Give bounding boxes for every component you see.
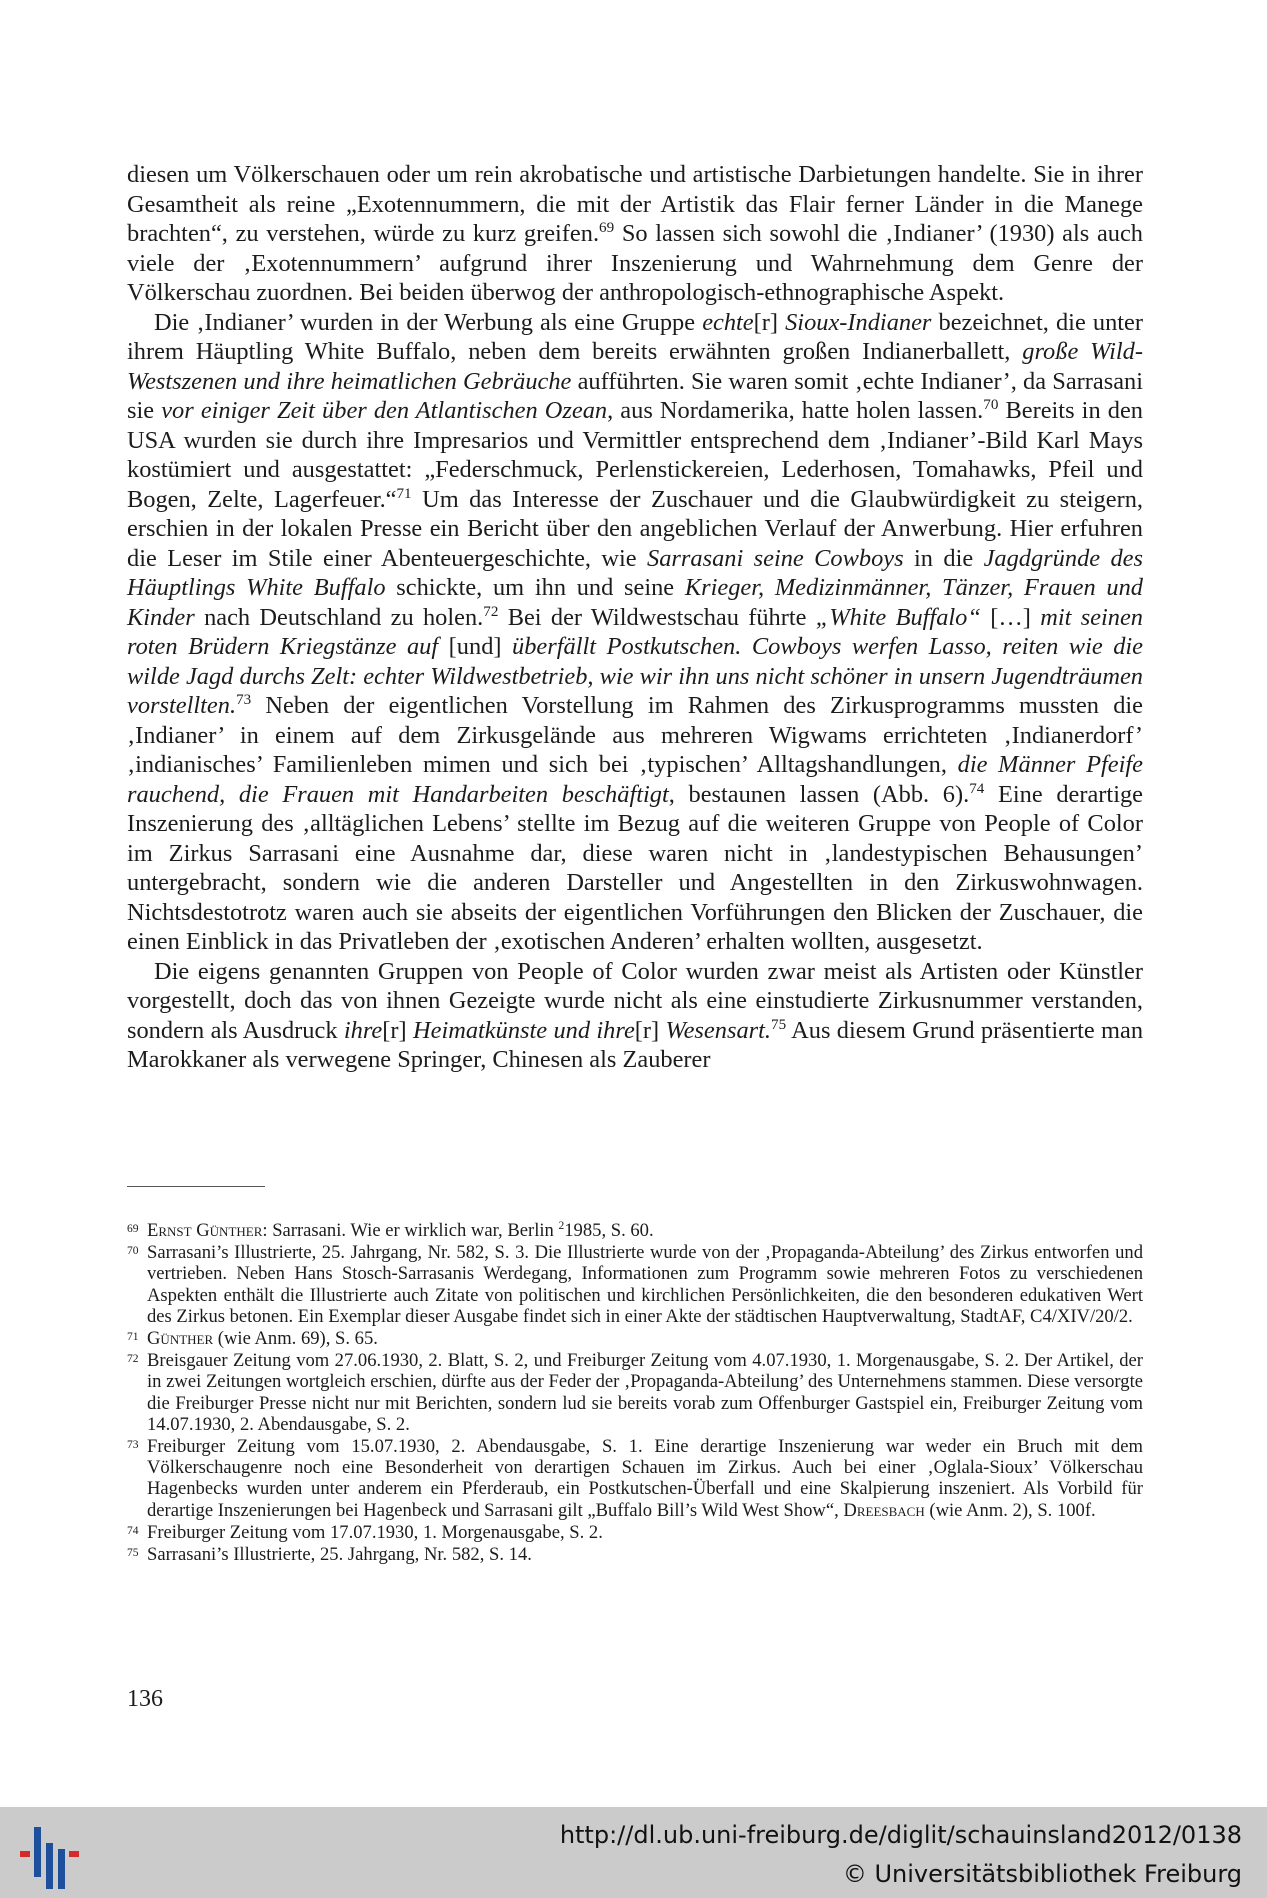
text-run: So lassen sich sowohl die ‚Indianer’ (1930) als auch viele der ‚Exotennummern’ aufgrund ihrer Inszenierung und Wahrnehmung dem Genre der Völkerschau zuordnen. Bei beiden überwog der anthropologisch-ethnographische Aspekt. bbox=[127, 220, 1143, 306]
italic-run: Heimatkünste und ihre bbox=[413, 1016, 635, 1044]
footnote-text: (wie Anm. 2), S. 100f. bbox=[924, 1499, 1096, 1521]
footnote-ref-75[interactable]: 75 bbox=[771, 1016, 787, 1033]
paragraph-3 bbox=[127, 957, 1143, 1075]
footnote-text: Sarrasani’s Illustrierte, 25. Jahrgang, Nr. 582, S. 14. bbox=[147, 1544, 532, 1566]
page-number: 136 bbox=[127, 1686, 163, 1712]
italic-run: vor einiger Zeit über den Atlantischen Ozean bbox=[161, 397, 608, 424]
footnote-number: 74 bbox=[127, 1524, 139, 1537]
author-name: Günther bbox=[147, 1328, 214, 1350]
italic-run: mit seinen roten Brüdern Kriegstänze auf bbox=[127, 603, 1144, 660]
footnote-ref-71[interactable]: 71 bbox=[396, 485, 412, 502]
text-run: nach Deutschland zu holen. bbox=[194, 603, 484, 631]
text-run: diesen um Völkerschauen oder um rein akrobatische und artistische Darbietungen handelte. Sie in ihrer Gesamtheit als reine „Exotennummern, die mit der Artistik das Flair ferner Länder in die Manege brachten“, zu verstehen, würde zu kurz greifen. bbox=[127, 161, 1143, 247]
text-run: [r] bbox=[753, 308, 786, 336]
edition-superscript: 2 bbox=[558, 1219, 565, 1232]
footnote-number: 69 bbox=[127, 1223, 139, 1235]
text-run: bezeichnet, die unter ihrem Häuptling White Buffalo, neben dem bereits erwähnten großen Indianerballett, bbox=[127, 308, 1143, 365]
italic-run: Jagdgründe des Häuptlings White Buffalo bbox=[127, 544, 1144, 601]
footnote-text: 1985, S. 60. bbox=[564, 1220, 654, 1241]
paragraph-2 bbox=[127, 308, 1143, 957]
footnote-72 bbox=[127, 1350, 1143, 1435]
text-run: schickte, um ihn und seine bbox=[385, 574, 685, 601]
italic-run: ihre bbox=[343, 1016, 383, 1044]
footnote-71 bbox=[127, 1328, 1143, 1349]
text-run: , aus Nordamerika, hatte holen lassen. bbox=[607, 397, 984, 424]
footnote-text: : Sarrasani. Wie er wirklich war, Berlin bbox=[262, 1220, 559, 1241]
footnote-ref-73[interactable]: 73 bbox=[236, 691, 252, 708]
italic-run: Sarrasani seine Cowboys bbox=[647, 544, 904, 572]
author-name: Dreesbach bbox=[843, 1499, 925, 1521]
footnote-70 bbox=[127, 1242, 1143, 1327]
library-footer-bar bbox=[0, 1807, 1267, 1898]
footnote-separator bbox=[127, 1186, 265, 1187]
text-run: in die bbox=[903, 544, 984, 572]
text-run: Bei der Wildwestschau führte bbox=[498, 603, 816, 631]
italic-run: Sioux-Indianer bbox=[785, 308, 932, 336]
paragraph-1 bbox=[127, 160, 1143, 308]
footnote-number: 73 bbox=[127, 1439, 139, 1452]
footnote-ref-72[interactable]: 72 bbox=[483, 603, 499, 620]
italic-run: überfällt Postkutschen. Cowboys werfen Lasso, reiten wie die wilde Jagd durchs Zelt: echter Wildwestbetrieb, wie wir ihn uns nicht schöner in unsern Jugendträumen vorstellten. bbox=[127, 633, 1144, 719]
logo-dash bbox=[20, 1851, 30, 1857]
text-run: aufführten. Sie waren somit ‚echte Indianer’, da Sarrasani sie bbox=[127, 367, 1144, 424]
footnote-ref-69[interactable]: 69 bbox=[599, 219, 615, 236]
university-logo-icon[interactable] bbox=[20, 1827, 82, 1889]
footnotes bbox=[127, 1220, 1143, 1566]
text-run: […] bbox=[980, 603, 1041, 631]
logo-bar bbox=[34, 1827, 41, 1877]
italic-run: Wesensart. bbox=[665, 1016, 772, 1044]
text-run: [und] bbox=[438, 633, 513, 660]
footnote-number: 75 bbox=[127, 1547, 139, 1560]
footnote-text: Freiburger Zeitung vom 15.07.1930, 2. Abendausgabe, S. 1. Eine derartige Inszenierung war weder ein Bruch mit dem Völkerschaugenre noch eine Besonderheit von derartigen Schauen im Zirkus. Auch bei einer ‚Oglala-Sioux’ Völkerschau Hagenbecks wurden unter anderem ein Pferderaub, ein Postkutschen-Überfall und eine Skalpierung inszeniert. Als Vorbild für derartige Inszenierungen bei Hagenbeck und Sarrasani gilt „Buffalo Bill’s Wild West Show“, bbox=[147, 1436, 1143, 1521]
logo-bar bbox=[46, 1843, 53, 1889]
italic-run: große Wild-Westszenen und ihre heimatlichen Gebräuche bbox=[127, 338, 1143, 395]
text-run: Die eigens genannten Gruppen von People of Color wurden zwar meist als Artisten oder Künstler vorgestellt, doch das von ihnen Gezeigte wurde nicht als eine einstudierte Zirkusnummer verstanden, sondern als Ausdruck bbox=[127, 957, 1143, 1044]
footnote-number: 72 bbox=[127, 1353, 139, 1366]
author-name: Ernst Günther bbox=[147, 1220, 263, 1241]
footnote-73 bbox=[127, 1436, 1143, 1521]
footnote-74 bbox=[127, 1522, 1143, 1543]
text-run: [r] bbox=[634, 1016, 666, 1044]
text-run: Bereits in den USA wurden sie durch ihre Impresarios und Vermittler entsprechend dem ‚Indianer’-Bild Karl Mays kostümiert und ausgestattet: „Federschmuck, Perlenstickereien, Lederhosen, Tomahawks, Pfeil und Bogen, Zelte, Lagerfeuer.“ bbox=[127, 397, 1143, 513]
text-run: Neben der eigentlichen Vorstellung im Rahmen des Zirkusprogramms mussten die ‚Indianer’ in einem auf dem Zirkusgelände aus mehreren Wigwams errichteten ‚Indianerdorf’ ‚indianisches’ Familienleben mimen und sich bei ‚typischen’ Alltagshandlungen, bbox=[127, 692, 1143, 778]
italic-run: die Männer Pfeife rauchend, die Frauen mit Handarbeiten beschäftigt bbox=[127, 751, 1143, 808]
italic-run: echte bbox=[702, 308, 754, 336]
footnote-text: Freiburger Zeitung vom 17.07.1930, 1. Morgenausgabe, S. 2. bbox=[147, 1521, 603, 1543]
footnote-75 bbox=[127, 1544, 1143, 1565]
document-url-link[interactable]: http://dl.ub.uni-freiburg.de/diglit/schauinsland2012/0138 bbox=[559, 1821, 1242, 1849]
footnote-69 bbox=[127, 1220, 1143, 1241]
text-run: [r] bbox=[382, 1016, 413, 1044]
logo-dash bbox=[69, 1851, 79, 1857]
text-run: Aus diesem Grund präsentierte man Marokkaner als verwegene Springer, Chinesen als Zauberer bbox=[127, 1016, 1144, 1073]
body-text bbox=[127, 160, 1143, 1075]
text-run: Eine derartige Inszenierung des ‚alltäglichen Lebens’ stellte im Bezug auf die weiteren Gruppe von People of Color im Zirkus Sarrasani eine Ausnahme dar, diese waren nicht in ‚landestypischen Behausungen’ untergebracht, sondern wie die anderen Darsteller und Angestellten in den Zirkuswohnwagen. Nichtsdestotrotz waren auch sie abseits der eigentlichen Vorführungen den Blicken der Zuschauer, die einen Einblick in das Privatleben der ‚exotischen Anderen’ erhalten wollten, ausgesetzt. bbox=[127, 780, 1143, 955]
text-run: Um das Interesse der Zuschauer und die Glaubwürdigkeit zu steigern, erschien in der lokalen Presse ein Bericht über den angeblichen Verlauf der Anwerbung. Hier erfuhren die Leser im Stile einer Abenteuergeschichte, wie bbox=[127, 485, 1143, 572]
footnote-text: Sarrasani’s Illustrierte, 25. Jahrgang, Nr. 582, S. 3. Die Illustrierte wurde von der ‚Propaganda-Abteilung’ des Zirkus entworfen und vertrieben. Neben Hans Stosch-Sarrasanis Werdegang, Informationen zum Programm sowie mehreren Fotos zu verschiedenen Aspekten enthält die Illustrierte auch Zitate von politischen und kirchlichen Persönlichkeiten, die den besonderen edukativen Wert des Zirkus betonen. Ein Exemplar dieser Ausgabe findet sich in einer Akte der städtischen Hauptverwaltung, StadtAF, C4/XIV/20/2. bbox=[147, 1242, 1143, 1327]
footnote-number: 70 bbox=[127, 1245, 139, 1258]
italic-run: Krieger, Medizinmänner, Tänzer, Frauen und Kinder bbox=[127, 574, 1143, 631]
text-run: Die ‚Indianer’ wurden in der Werbung als eine Gruppe bbox=[154, 308, 703, 336]
italic-run: „White Buffalo“ bbox=[815, 603, 981, 631]
footnote-text: (wie Anm. 69), S. 65. bbox=[213, 1328, 378, 1350]
footnote-number: 71 bbox=[127, 1331, 139, 1344]
text-run: , bestaunen lassen (Abb. 6). bbox=[668, 780, 970, 808]
footnote-ref-74[interactable]: 74 bbox=[969, 780, 985, 797]
logo-bar bbox=[58, 1849, 65, 1889]
footnote-text: Breisgauer Zeitung vom 27.06.1930, 2. Blatt, S. 2, und Freiburger Zeitung vom 4.07.1930, 1. Morgenausgabe, S. 2. Der Artikel, der in zwei Zeitungen wortgleich erschien, dürfte aus der Feder der ‚Propaganda-Abteilung’ des Unternehmens stammen. Diese versorgte die Freiburger Presse nicht nur mit Berichten, sondern lud sie bereits vorab zum Offenburger Gastspiel ein, Freiburger Zeitung vom 14.07.1930, 2. Abendausgabe, S. 2. bbox=[147, 1350, 1143, 1435]
footnote-ref-70[interactable]: 70 bbox=[983, 396, 999, 413]
copyright-notice: © Universitätsbibliothek Freiburg bbox=[842, 1860, 1242, 1888]
